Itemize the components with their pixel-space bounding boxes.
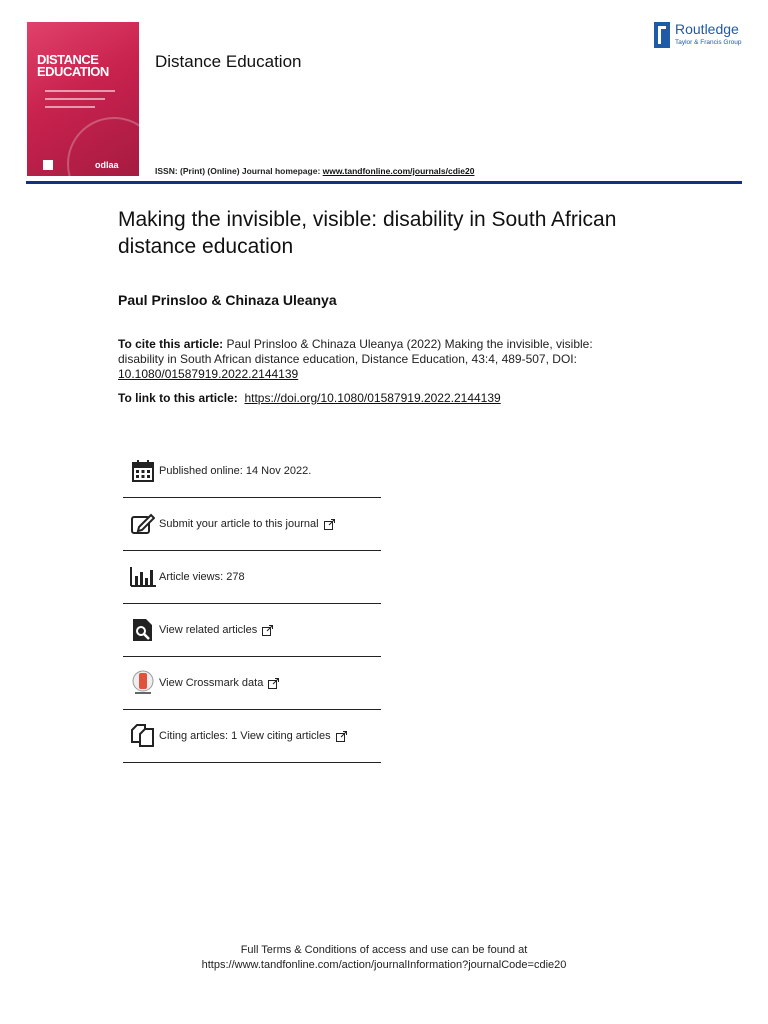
article-url-link[interactable]: https://doi.org/10.1080/01587919.2022.2144139: [244, 391, 501, 405]
issn-label: ISSN: (Print) (Online) Journal homepage:: [155, 166, 323, 176]
bar-chart-icon: [127, 563, 159, 591]
journal-name: Distance Education: [155, 52, 302, 71]
article-title: Making the invisible, visible: disability in South African distance education: [118, 208, 617, 258]
search-document-icon: [127, 616, 159, 644]
edit-icon: [127, 510, 159, 538]
cover-title-line-1: DISTANCE: [37, 52, 99, 67]
article-info-list: [123, 445, 381, 763]
cover-decoration-line: [45, 98, 105, 100]
info-row-published: [123, 445, 381, 498]
external-link-icon: [324, 515, 335, 534]
cover-publisher-logo: [43, 160, 53, 170]
publisher-name: Routledge: [675, 21, 739, 37]
routledge-logo-icon: [654, 22, 670, 48]
info-row-crossmark[interactable]: [123, 657, 381, 710]
external-link-icon: [268, 674, 279, 693]
doi-link[interactable]: 10.1080/01587919.2022.2144139: [118, 367, 299, 381]
info-row-citing[interactable]: [123, 710, 381, 763]
info-row-views: [123, 551, 381, 604]
submit-article-link[interactable]: Submit your article to this journal: [159, 518, 319, 530]
footer-terms: [0, 943, 768, 973]
footer-line-1: Full Terms & Conditions of access and use can be found at: [240, 944, 528, 956]
cover-decoration-line: [45, 90, 115, 92]
cover-title-line-2: EDUCATION: [37, 64, 109, 79]
cite-text: Paul Prinsloo & Chinaza Uleanya (2022) Making the invisible, visible: disability in South African distance education, Distance Education, 43:4, 489-507, DOI:: [118, 337, 593, 366]
cover-decoration-line: [45, 106, 95, 108]
footer-terms-link[interactable]: https://www.tandfonline.com/action/journalInformation?journalCode=cdie20: [201, 959, 567, 971]
info-row-submit[interactable]: [123, 498, 381, 551]
published-date-text: Published online: 14 Nov 2022.: [159, 465, 312, 477]
external-link-icon: [262, 621, 273, 640]
journal-homepage-link[interactable]: www.tandfonline.com/journals/cdie20: [322, 166, 475, 176]
citation-block: [118, 337, 618, 382]
info-row-related[interactable]: [123, 604, 381, 657]
view-crossmark-link[interactable]: View Crossmark data: [159, 677, 264, 689]
journal-cover-image: [27, 22, 139, 176]
link-label: To link to this article:: [118, 391, 242, 405]
article-link-line: [118, 391, 501, 405]
citing-articles-icon: [127, 722, 159, 750]
issn-line: [155, 166, 474, 176]
calendar-icon: [127, 457, 159, 485]
article-views-text: Article views: 278: [159, 571, 245, 583]
publisher-subtitle: Taylor & Francis Group: [675, 39, 742, 46]
external-link-icon: [336, 727, 347, 746]
cite-label: To cite this article:: [118, 337, 224, 351]
crossmark-icon: [127, 669, 159, 697]
view-related-articles-link[interactable]: View related articles: [159, 624, 258, 636]
header-divider: [26, 181, 742, 184]
citing-articles-link[interactable]: Citing articles: 1 View citing articles: [159, 730, 331, 742]
cover-odlaa-logo: odlaa: [95, 160, 119, 170]
article-authors: Paul Prinsloo & Chinaza Uleanya: [118, 292, 337, 308]
